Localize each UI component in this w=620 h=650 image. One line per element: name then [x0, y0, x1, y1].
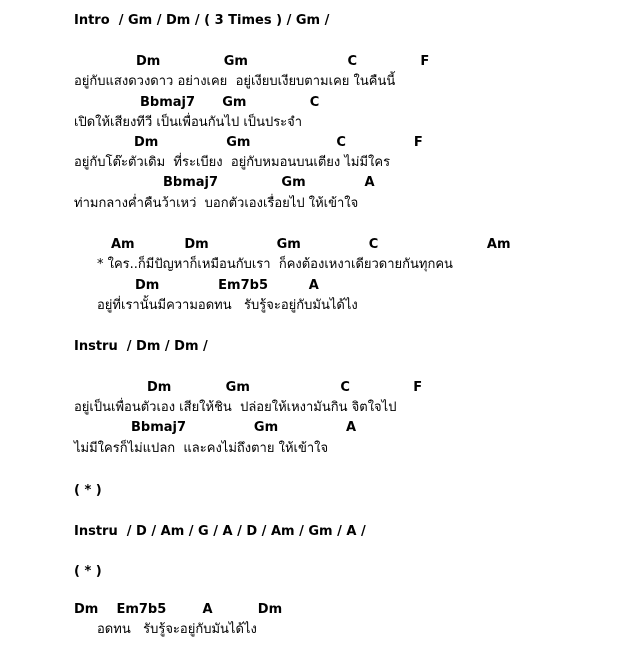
- chorus-chords-2: Dm Em7b5 A: [135, 278, 319, 293]
- chorus-lyric-2: อยู่ที่เรานั้นมีความอดทน รับรู้จะอยู่กับมันได้ไง: [97, 298, 358, 313]
- verse1-lyric-3: อยู่กับโต๊ะตัวเดิม ที่ระเบียง อยู่กับหมอนบนเตียง ไม่มีใคร: [74, 155, 391, 170]
- verse2-chords-2: Bbmaj7 Gm A: [131, 420, 357, 435]
- outro-chords: Dm Em7b5 A Dm: [74, 602, 283, 617]
- verse2-lyric-2: ไม่มีใครก็ไม่แปลก และคงไม่ถึงตาย ให้เข้าใจ: [74, 441, 329, 456]
- verse2-chords-1: Dm Gm C F: [147, 380, 423, 395]
- instru-line-2: Instru / D / Am / G / A / D / Am / Gm / A /: [74, 524, 366, 539]
- verse1-chords-3: Dm Gm C F: [134, 135, 423, 150]
- repeat-chorus-marker-1: ( * ): [74, 483, 102, 498]
- verse1-lyric-2: เปิดให้เสียงทีวี เป็นเพื่อนกันไป เป็นประจำ: [74, 115, 303, 130]
- verse1-lyric-1: อยู่กับแสงดวงดาว อย่างเคย อยู่เงียบเงียบตามเคย ในคืนนี้: [74, 74, 396, 89]
- chorus-lyric-1: * ใคร..ก็มีปัญหาก็เหมือนกับเรา ก็คงต้องเหงาเดียวดายกันทุกคน: [97, 257, 453, 272]
- instru-line-1: Instru / Dm / Dm /: [74, 339, 208, 354]
- chorus-chords-1: Am Dm Gm C Am: [111, 237, 511, 252]
- verse2-lyric-1: อยู่เป็นเพื่อนตัวเอง เสียให้ชิน ปล่อยให้เหงามันกิน จิตใจไป: [74, 400, 397, 415]
- intro-line: Intro / Gm / Dm / ( 3 Times ) / Gm /: [74, 13, 330, 28]
- verse1-chords-1: Dm Gm C F: [136, 54, 430, 69]
- outro-lyric: อดทน รับรู้จะอยู่กับมันได้ไง: [97, 622, 257, 637]
- verse1-chords-4: Bbmaj7 Gm A: [163, 175, 375, 190]
- verse1-lyric-4: ท่ามกลางค่ำคืนว้าเหว่ บอกตัวเองเรื่อยไป ให้เข้าใจ: [74, 196, 359, 211]
- repeat-chorus-marker-2: ( * ): [74, 564, 102, 579]
- verse1-chords-2: Bbmaj7 Gm C: [140, 95, 320, 110]
